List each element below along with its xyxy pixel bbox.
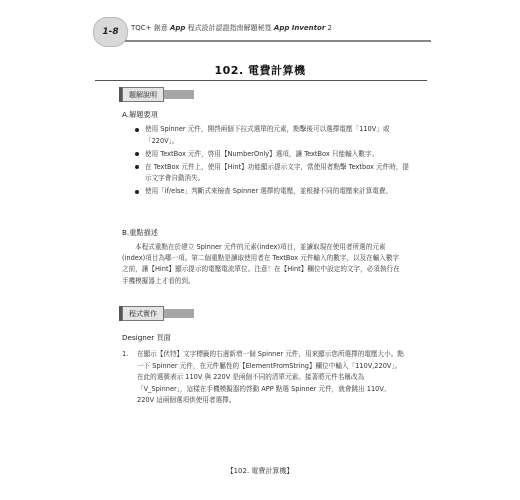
running-header — [131, 23, 332, 33]
page-title: 102. 電費計算機 — [214, 64, 306, 77]
section-heading-implementation — [122, 306, 164, 321]
page-number-badge — [93, 17, 128, 47]
heading-box: 程式實作 — [122, 306, 164, 321]
subheading-a: A.解題要項 — [122, 110, 158, 119]
list-item — [145, 186, 410, 198]
page-footer: 【102. 電費計算機】 — [226, 467, 294, 475]
page-number: 1-8 — [102, 27, 119, 37]
header-middle: 程式設計認證指南解題秘笈 — [185, 24, 274, 32]
header-prefix: TQC+ 創意 — [131, 24, 170, 32]
list-item — [145, 124, 410, 147]
description-paragraph — [122, 242, 404, 287]
paragraph-text: 本程式重點在於建立 Spinner 元件的元素(index)項目，並讀取現在使用者所選的元素(index)項目為哪一項。第二個重點是讀取使用者在 TextBox 元件輸入的數字，以及在輸入數字之前，讓【Hint】顯示提示的電壓電流單位。注意！在【Hint】欄位中設定的文字，必須執行在手機模擬器上才看的到。 — [122, 243, 400, 285]
header-suffix: 2 — [325, 24, 332, 32]
bullet-text: 在 TextBox 元件上，使用【Hint】功能顯示提示文字，當使用者點擊 Textbox 元件時，提示文字會自動消失。 — [145, 162, 410, 182]
bullet-list — [145, 124, 410, 199]
heading-box: 題解說明 — [122, 87, 164, 102]
header-rule — [125, 40, 431, 42]
designer-page-heading: Designer 頁面 — [122, 333, 171, 342]
list-item — [145, 149, 410, 161]
list-item — [145, 162, 410, 185]
section-heading-explanation — [122, 87, 164, 102]
step-text: 在顯示【伏特】文字標籤的右邊新增一個 Spinner 元件，用來顯示您所選擇的電壓大小。點一下 Spinner 元件，在元件屬性的【ElementFromString】欄位中輸入「110V,220V」。在此的選號表示 110V 與 220V 是兩個不同的清單元素。接著將元件名稱改為「V_Spinner」，這樣在手機模擬器的啓動 APP 點選 Spinner 元件，就會跳出 110V、220V 這兩個選項供使用者選擇。 — [137, 350, 404, 404]
bullet-icon — [135, 165, 139, 169]
bullet-icon — [135, 152, 139, 156]
bullet-text: 使用 Spinner 元件，開啓兩個下拉式選單的元素，點擊後可以選擇電壓「110V」或「220V」。 — [145, 125, 390, 145]
bullet-text: 使用「if/else」判斷式來檢查 Spinner 選擇的電壓，並根據不同的電壓來計算電費。 — [145, 187, 393, 195]
step-item — [122, 349, 404, 407]
header-app-inventor: App Inventor — [273, 24, 326, 32]
bullet-icon — [135, 190, 139, 194]
bullet-text: 使用 TextBox 元件，啓用【NumberOnly】選項，讓 TextBox 只能輸入數字。 — [145, 149, 379, 158]
title-rule — [95, 80, 427, 81]
subheading-b: B.重點描述 — [122, 228, 158, 237]
header-app: App — [170, 24, 186, 32]
step-number: 1. — [122, 350, 129, 358]
bullet-icon — [135, 128, 139, 132]
